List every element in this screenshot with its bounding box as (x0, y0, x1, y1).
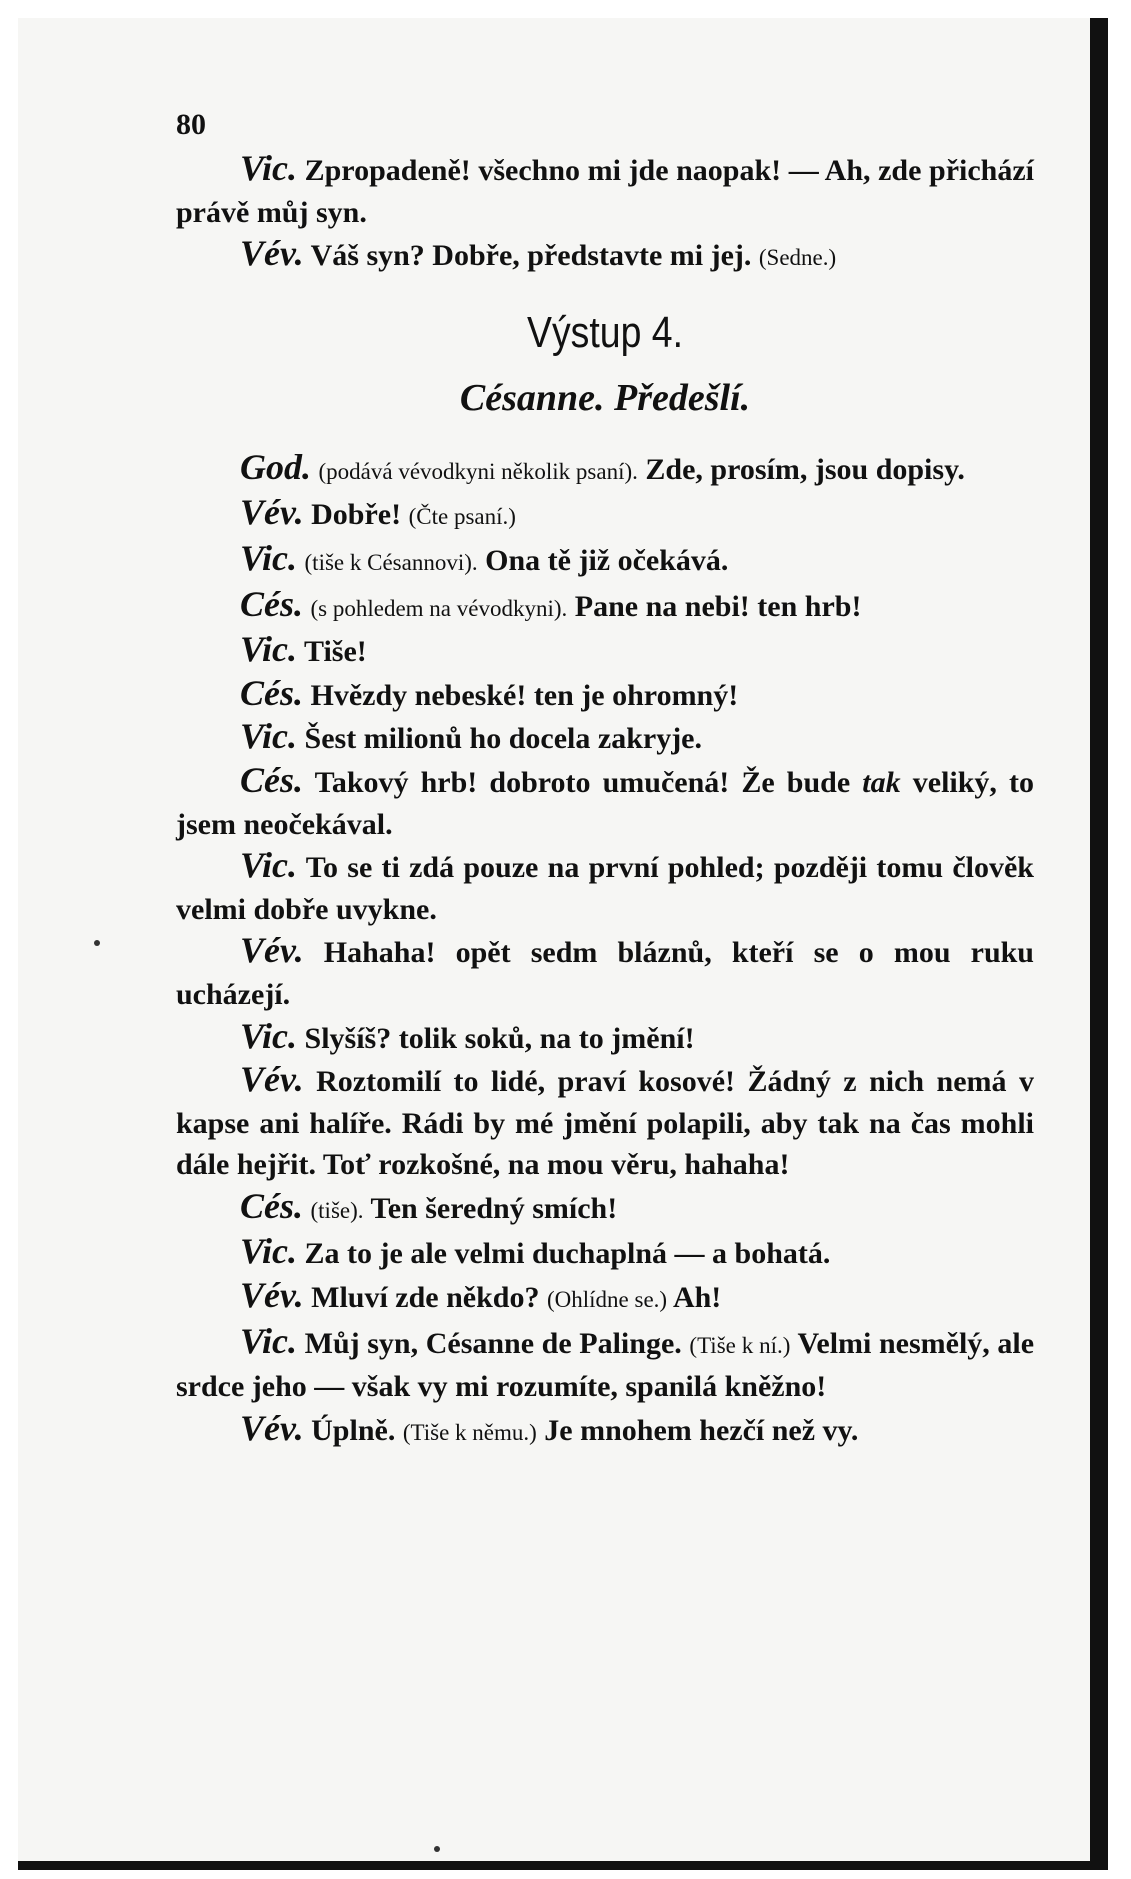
page-text (176, 108, 1034, 1453)
speaker-name: Vév. (240, 1275, 304, 1316)
speaker-name: Vév. (240, 930, 304, 971)
stage-direction: (Tiše k ní.) (689, 1332, 791, 1358)
speech-text: Ona tě již očekává. (485, 543, 729, 577)
speaker-name: Cés. (240, 672, 303, 713)
speaker-name: Vév. (240, 1407, 304, 1448)
page-number: 80 (176, 108, 206, 141)
speech-text: Mluví zde někdo? (311, 1281, 540, 1315)
speech-text: Pane na nebi! ten hrb! (574, 589, 862, 623)
speech-line (176, 845, 1034, 930)
speech-text: Váš syn? Dobře, představte mi jej. (310, 239, 752, 273)
speech-line (176, 233, 1034, 279)
speech-text: veliký, to jsem neočekával. (176, 765, 1035, 841)
speaker-name: Vic. (240, 1320, 298, 1361)
speech-text: Je mnohem hezčí než vy. (544, 1413, 859, 1447)
speech-line (176, 447, 1034, 493)
stage-direction: (tiše). (310, 1197, 364, 1223)
stage-direction: (Sedne.) (758, 245, 837, 271)
speaker-name: God. (240, 446, 311, 487)
speaker-name: Vic. (240, 629, 298, 670)
speaker-name: Vic. (240, 1231, 298, 1272)
speaker-name: Cés. (240, 583, 303, 624)
speech-text: Hvězdy nebeské! ten je ohromný! (310, 678, 739, 712)
stage-direction: (Čte psaní.) (408, 504, 516, 530)
speech-line (176, 1408, 1034, 1454)
stage-direction: (podává vévodkyni několik psaní). (318, 458, 638, 484)
speech-line (176, 930, 1034, 1015)
stage-direction: (Ohlídne se.) (547, 1287, 668, 1313)
ink-speck (434, 1846, 440, 1852)
scene-heading: Výstup 4. (527, 307, 683, 357)
speech-text: Dobře! (311, 498, 402, 532)
speaker-name: Cés. (240, 1185, 303, 1226)
speech-line (176, 673, 1034, 717)
speaker-name: Vic. (240, 148, 298, 188)
speech-text: Roztomilí to lidé, praví kosové! Žádný z nich nemá v kapse ani halíře. Rádi by mé jmění polapili, aby tak na čas mohli dále hejřit. Toť rozkošné, na mou věru, hahaha! (176, 1065, 1034, 1182)
speech-line (176, 629, 1034, 673)
speech-text: Hahaha! opět sedm bláznů, kteří se o mou ruku ucházejí. (176, 936, 1034, 1011)
speech-text: Ten šeredný smích! (370, 1191, 618, 1225)
speaker-name: Vév. (240, 233, 304, 274)
speaker-name: Vic. (240, 716, 298, 757)
speech-text: Úplně. (311, 1413, 396, 1447)
speaker-name: Vév. (240, 492, 304, 533)
speech-text: To se ti zdá pouze na první pohled; později tomu člověk velmi dobře uvykne. (176, 851, 1034, 926)
speech-text: Ah! (672, 1281, 722, 1315)
speech-line (176, 1321, 1034, 1408)
speaker-name: Vic. (240, 537, 298, 578)
scene-characters: Césanne. Předešlí. (459, 376, 751, 419)
speaker-name: Vic. (240, 845, 298, 886)
speech-line (176, 584, 1034, 630)
speech-line (176, 1231, 1034, 1275)
speech-line (176, 148, 1034, 233)
speech-line (176, 1275, 1034, 1321)
stage-direction: (s pohledem na vévodkyni). (310, 595, 568, 621)
stage-direction: (tiše k Césannovi). (304, 549, 478, 575)
speech-line (176, 538, 1034, 584)
speaker-name: Vév. (240, 1059, 304, 1100)
emphasis-text: tak (862, 765, 901, 799)
speech-text: Takový hrb! dobroto umučená! Že bude (314, 765, 851, 799)
speaker-name: Cés. (240, 759, 303, 800)
speech-line (176, 716, 1034, 760)
speech-text: Tiše! (303, 635, 367, 669)
speech-line (176, 1186, 1034, 1232)
speaker-name: Vic. (240, 1015, 298, 1056)
speech-text: Velmi nesmělý, ale srdce jeho — však vy mi rozumíte, spanilá kněžno! (176, 1326, 1035, 1404)
speech-line (176, 760, 1034, 845)
speech-text: Slyšíš? tolik soků, na to jmění! (304, 1021, 695, 1055)
stage-direction: (Tiše k němu.) (402, 1419, 537, 1445)
speech-text: Zpropadeně! všechno mi jde naopak! — Ah, zde přichází právě můj syn. (176, 154, 1035, 229)
speech-text: Šest milionů ho docela zakryje. (304, 722, 703, 756)
speech-text: Za to je ale velmi duchaplná — a bohatá. (304, 1237, 831, 1271)
speech-text: Zde, prosím, jsou dopisy. (645, 452, 965, 486)
speech-line (176, 1059, 1034, 1186)
speech-text: Můj syn, Césanne de Palinge. (304, 1326, 682, 1360)
speech-line (176, 1016, 1034, 1060)
ink-speck (94, 940, 100, 946)
speech-line (176, 492, 1034, 538)
